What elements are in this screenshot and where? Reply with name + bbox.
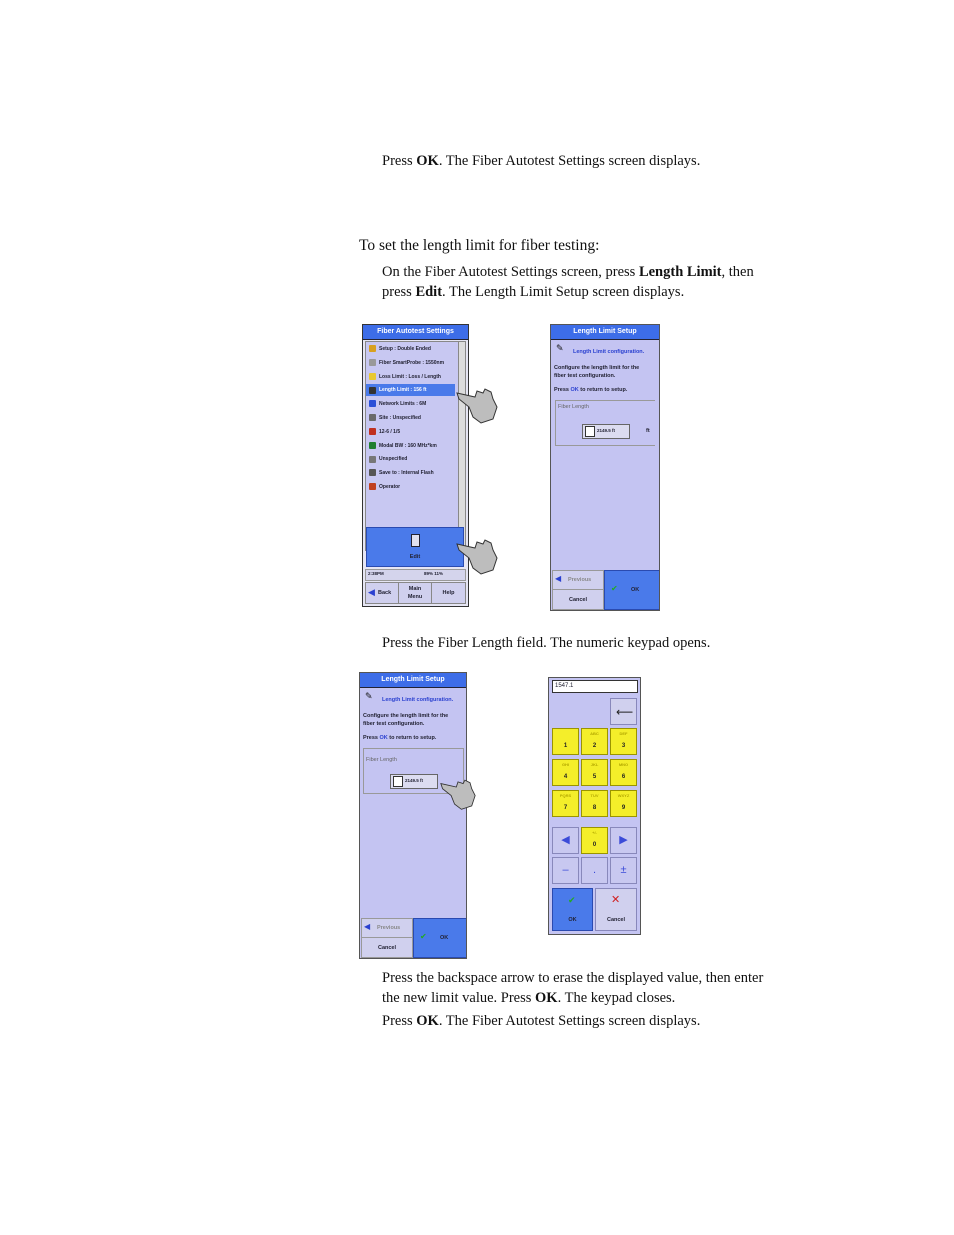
key-number: 2 bbox=[592, 743, 597, 749]
settings-item[interactable] bbox=[369, 467, 455, 479]
length-setup-screenshot-2 bbox=[359, 672, 467, 959]
doc-icon bbox=[369, 456, 376, 463]
status-bar bbox=[365, 569, 466, 581]
step-backspace: Press the backspace arrow to erase the displayed value, then enter the new limit value. Press OK. The keypad closes. bbox=[382, 970, 764, 1006]
desc-line-1: Configure the length limit for the bbox=[363, 713, 449, 719]
settings-item[interactable] bbox=[369, 412, 455, 424]
key-9[interactable] bbox=[610, 790, 637, 817]
key-letters: MNO bbox=[618, 762, 629, 767]
cancel-button[interactable] bbox=[361, 937, 413, 958]
step-on-screen: On the Fiber Autotest Settings screen, press Length Limit, then press Edit. The Length Limit Setup screen displays. bbox=[382, 264, 754, 300]
key-letters: WXYZ bbox=[617, 793, 630, 798]
back-button[interactable] bbox=[365, 582, 399, 604]
minus-key[interactable] bbox=[552, 857, 579, 884]
key-number: 8 bbox=[592, 805, 597, 811]
wrench-icon: ✎ bbox=[365, 691, 373, 701]
settings-item-label: Operator bbox=[379, 484, 401, 490]
help-label: Help bbox=[442, 590, 455, 596]
previous-arrow-icon: ◀ bbox=[555, 574, 562, 583]
settings-item[interactable] bbox=[369, 371, 455, 383]
network-icon bbox=[369, 400, 376, 407]
fiber-length-group bbox=[555, 400, 655, 446]
settings-item-label: 12-6 / 1/5 bbox=[379, 428, 401, 435]
key-0-number: 0 bbox=[592, 842, 597, 848]
key-7[interactable] bbox=[552, 790, 579, 817]
probe-icon bbox=[369, 359, 376, 366]
plus-minus-label: ± bbox=[620, 864, 627, 876]
key-letters: DEF bbox=[619, 731, 628, 736]
key-letters: JKL bbox=[590, 762, 599, 767]
cancel-label: Cancel bbox=[568, 597, 588, 603]
check-icon: ✔ bbox=[420, 932, 427, 941]
status-time: 2:38PM bbox=[368, 571, 384, 576]
key-0-letters: +/- bbox=[592, 830, 597, 835]
settings-item[interactable] bbox=[369, 357, 455, 369]
settings-item[interactable] bbox=[369, 453, 455, 465]
dot-label: . bbox=[592, 864, 597, 876]
settings-screenshot bbox=[362, 324, 469, 607]
setup-icon bbox=[369, 345, 376, 352]
previous-button[interactable] bbox=[552, 570, 604, 590]
keypad-ok-button[interactable] bbox=[552, 888, 593, 931]
length-setup-title: Length Limit Setup bbox=[360, 673, 466, 688]
plus-minus-key[interactable] bbox=[610, 857, 637, 884]
settings-item[interactable] bbox=[366, 384, 455, 396]
x-icon: ✕ bbox=[611, 894, 621, 906]
main-menu-label-2: Menu bbox=[407, 594, 423, 600]
settings-item[interactable] bbox=[369, 398, 455, 410]
key-letters bbox=[553, 731, 578, 737]
settings-item-label: Unspecified bbox=[379, 456, 408, 463]
keypad-display-value: 1547.1 bbox=[555, 683, 574, 689]
key-letters: TUV bbox=[590, 793, 599, 798]
settings-item-label: Network Limits : 6M bbox=[379, 401, 427, 408]
previous-arrow-icon: ◀ bbox=[364, 922, 371, 931]
left-arrow-key[interactable] bbox=[552, 827, 579, 854]
dot-key[interactable] bbox=[581, 857, 608, 884]
backspace-icon: ⟵ bbox=[616, 705, 634, 719]
main-menu-button[interactable] bbox=[398, 582, 432, 604]
key-number: 1 bbox=[563, 743, 568, 749]
key-letters: GHI bbox=[561, 762, 570, 767]
keypad-display[interactable] bbox=[552, 680, 638, 693]
ok-button[interactable] bbox=[604, 570, 660, 610]
cable-icon bbox=[369, 428, 376, 435]
key-letters: ABC bbox=[590, 731, 599, 736]
settings-item-label: Save to : Internal Flash bbox=[379, 470, 434, 477]
cancel-label: Cancel bbox=[377, 945, 397, 951]
ok-label: OK bbox=[631, 587, 640, 593]
fiber-length-label: Fiber Length bbox=[558, 404, 589, 410]
site-icon bbox=[369, 414, 376, 421]
key-number: 4 bbox=[563, 774, 568, 780]
back-label: Back bbox=[378, 590, 392, 596]
minus-label: – bbox=[562, 864, 569, 876]
key-5[interactable] bbox=[581, 759, 608, 786]
key-number: 6 bbox=[621, 774, 626, 780]
key-number: 7 bbox=[563, 805, 568, 811]
key-number: 3 bbox=[621, 743, 626, 749]
operator-icon bbox=[369, 483, 376, 490]
status-battery: 89% 11% bbox=[424, 571, 444, 576]
key-letters: PQRS bbox=[559, 793, 572, 798]
desc-line-1: Configure the length limit for the bbox=[554, 365, 640, 371]
help-button[interactable] bbox=[431, 582, 466, 604]
check-icon: ✔ bbox=[568, 895, 576, 905]
fiber-length-field[interactable] bbox=[582, 424, 630, 439]
ok-button[interactable] bbox=[413, 918, 467, 958]
desc-line-2: fiber test configuration. bbox=[363, 721, 425, 727]
key-4[interactable] bbox=[552, 759, 579, 786]
section-heading: To set the length limit for fiber testing: bbox=[359, 237, 600, 254]
length-setup-screenshot-1 bbox=[550, 324, 660, 611]
keypad-cancel-label: Cancel bbox=[606, 917, 626, 923]
edit-field-icon bbox=[393, 776, 403, 787]
key-6[interactable] bbox=[610, 759, 637, 786]
previous-label: Previous bbox=[568, 577, 592, 583]
edit-label: Edit bbox=[409, 554, 421, 560]
settings-item-label: Setup : Double Ended bbox=[379, 346, 431, 352]
previous-button[interactable] bbox=[361, 918, 413, 938]
press-ok-hint: Press OK to return to setup. bbox=[363, 735, 437, 741]
settings-title: Fiber Autotest Settings bbox=[363, 325, 468, 340]
edit-field-icon bbox=[585, 426, 595, 437]
cancel-button[interactable] bbox=[552, 589, 604, 610]
loss-icon bbox=[369, 373, 376, 380]
backspace-button[interactable] bbox=[610, 698, 637, 725]
edit-button[interactable] bbox=[366, 527, 464, 567]
modal-icon bbox=[369, 442, 376, 449]
hand-pointer-icon bbox=[436, 775, 480, 811]
previous-label: Previous bbox=[377, 925, 401, 931]
back-arrow-icon: ◀ bbox=[368, 587, 375, 597]
config-label: Length Limit configuration. bbox=[382, 697, 454, 703]
keypad-screenshot bbox=[548, 677, 641, 935]
settings-item-label: Loss Limit : Loss / Length bbox=[379, 373, 441, 380]
settings-item-label: Site : Unspecified bbox=[379, 415, 421, 421]
key-2[interactable] bbox=[581, 728, 608, 755]
check-icon: ✔ bbox=[611, 584, 618, 593]
key-3[interactable] bbox=[610, 728, 637, 755]
fiber-length-field[interactable] bbox=[390, 774, 438, 789]
settings-item-label: Length Limit : 156 ft bbox=[379, 387, 427, 394]
key-number: 9 bbox=[621, 805, 626, 811]
length-setup-title: Length Limit Setup bbox=[551, 325, 659, 340]
key-1[interactable] bbox=[552, 728, 579, 755]
fiber-length-value: 2149.5 ft bbox=[405, 778, 424, 783]
key-8[interactable] bbox=[581, 790, 608, 817]
key-number: 5 bbox=[592, 774, 597, 780]
settings-item[interactable] bbox=[369, 343, 455, 355]
settings-item-label: Modal BW : 160 MHz*km bbox=[379, 442, 437, 449]
settings-scrollbar[interactable] bbox=[458, 341, 466, 551]
hand-pointer-icon bbox=[455, 534, 499, 576]
desc-line-2: fiber test configuration. bbox=[554, 373, 616, 379]
press-ok-hint: Press OK to return to setup. bbox=[554, 387, 628, 393]
fiber-length-value: 2149.5 ft bbox=[597, 428, 616, 433]
right-arrow-icon: ▶ bbox=[619, 834, 628, 846]
settings-item[interactable] bbox=[369, 426, 455, 438]
keypad-cancel-button[interactable] bbox=[595, 888, 637, 931]
settings-item-label: Fiber SmartProbe : 1550nm bbox=[379, 359, 445, 366]
settings-item[interactable] bbox=[369, 481, 455, 493]
key-0[interactable] bbox=[581, 827, 608, 854]
step-press-field: Press the Fiber Length field. The numeric keypad opens. bbox=[382, 635, 711, 651]
edit-icon bbox=[411, 534, 420, 547]
ok-label: OK bbox=[440, 935, 449, 941]
save-icon bbox=[369, 469, 376, 476]
step-press-ok-2: Press OK. The Fiber Autotest Settings screen displays. bbox=[382, 1013, 701, 1029]
config-label: Length Limit configuration. bbox=[573, 349, 645, 355]
keypad-ok-label: OK bbox=[568, 917, 577, 923]
hand-pointer-icon bbox=[455, 383, 499, 425]
wrench-icon: ✎ bbox=[556, 343, 564, 353]
main-menu-label-1: Main bbox=[408, 586, 422, 592]
fiber-length-label: Fiber Length bbox=[366, 757, 397, 763]
length-icon bbox=[369, 387, 376, 394]
right-arrow-key[interactable] bbox=[610, 827, 637, 854]
settings-item[interactable] bbox=[369, 440, 455, 452]
unit-label: ft bbox=[646, 428, 650, 434]
step-press-ok-1: Press OK. The Fiber Autotest Settings screen displays. bbox=[382, 153, 701, 169]
left-arrow-icon: ◀ bbox=[561, 834, 570, 846]
